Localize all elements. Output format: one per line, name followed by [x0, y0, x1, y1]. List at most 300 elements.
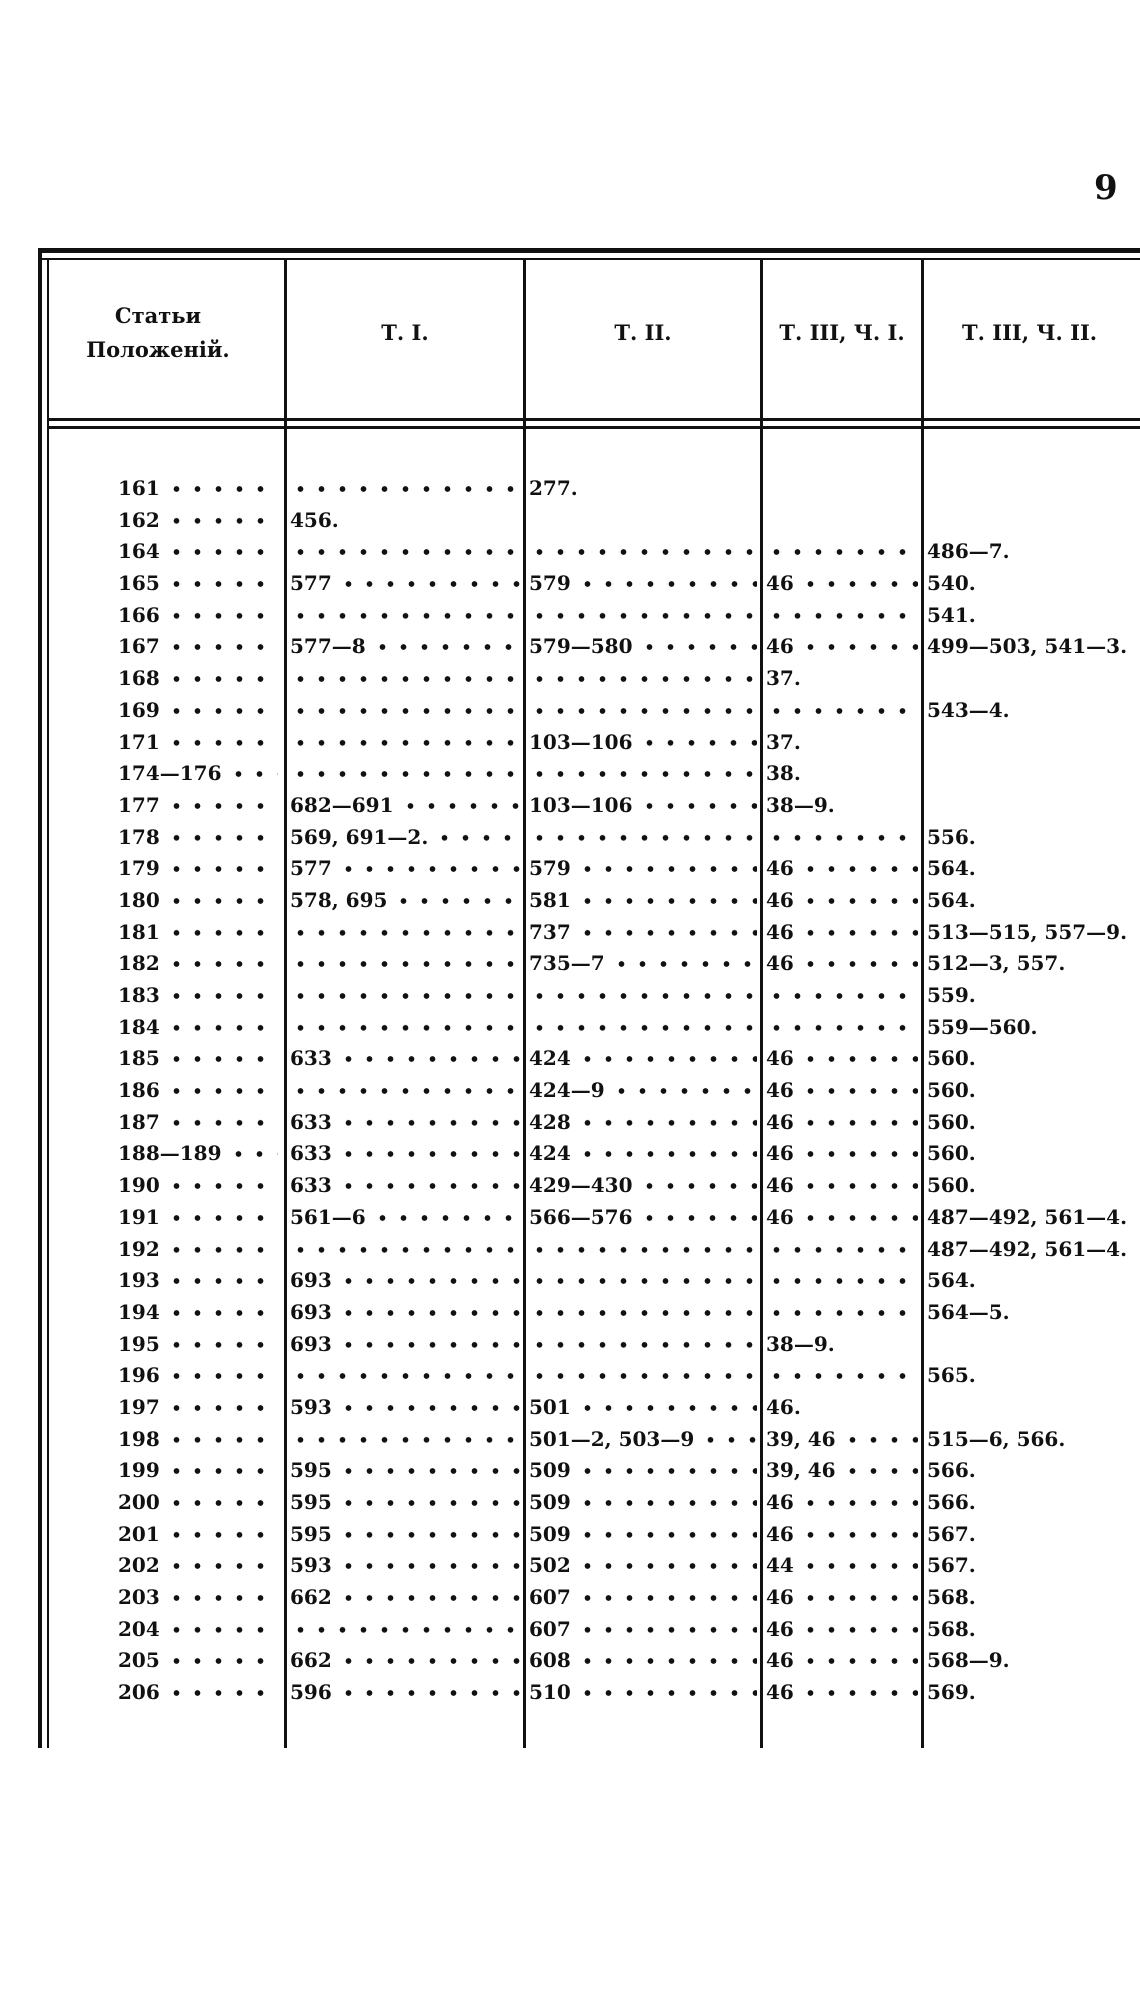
table-row	[38, 1075, 1140, 1107]
cell-article	[118, 631, 278, 663]
cell-vol-2	[529, 1043, 757, 1075]
cell-vol-2	[529, 1645, 757, 1677]
cell-vol-1	[290, 600, 520, 632]
cell-vol-3-part-2	[927, 1234, 1140, 1266]
cell-text: 559—560.	[927, 1014, 1038, 1039]
table-row	[38, 631, 1140, 663]
cell-vol-3-part-1	[766, 1519, 918, 1551]
cell-text: 737	[529, 919, 571, 944]
cell-text: 486—7.	[927, 539, 1010, 564]
dot-leader	[577, 885, 757, 917]
cell-text: 509	[529, 1458, 571, 1483]
cell-text: 46	[766, 1109, 794, 1134]
cell-vol-2	[529, 1170, 757, 1202]
dot-leader	[529, 695, 757, 727]
table-row	[38, 853, 1140, 885]
cell-text: 566.	[927, 1458, 976, 1483]
cell-text: 682—691	[290, 792, 394, 817]
cell-vol-1	[290, 1392, 520, 1424]
cell-article	[118, 536, 278, 568]
dot-leader	[166, 1043, 278, 1075]
cell-text: 46	[766, 1680, 794, 1705]
dot-leader	[800, 1582, 918, 1614]
cell-vol-2	[529, 1138, 757, 1170]
dot-leader	[577, 1550, 757, 1582]
dot-leader	[577, 1487, 757, 1519]
cell-vol-1	[290, 1170, 520, 1202]
cell-vol-3-part-2	[927, 505, 1140, 537]
concordance-table	[38, 248, 1140, 1748]
cell-text: 541.	[927, 602, 976, 627]
cell-vol-2	[529, 822, 757, 854]
dot-leader	[166, 1170, 278, 1202]
dot-leader	[290, 758, 520, 790]
dot-leader	[577, 853, 757, 885]
header-vol-1: Т. I.	[381, 320, 429, 345]
cell-text: 596	[290, 1680, 332, 1705]
cell-vol-3-part-1	[766, 980, 918, 1012]
cell-text: 46	[766, 1521, 794, 1546]
cell-text: 187	[118, 1109, 160, 1134]
cell-vol-2	[529, 473, 757, 505]
dot-leader	[166, 948, 278, 980]
cell-text: 608	[529, 1648, 571, 1673]
cell-vol-1	[290, 1043, 520, 1075]
table-row	[38, 1519, 1140, 1551]
cell-text: 564—5.	[927, 1299, 1010, 1324]
cell-vol-3-part-1	[766, 1645, 918, 1677]
cell-text: 579—580	[529, 634, 633, 659]
table-row	[38, 473, 1140, 505]
dot-leader	[577, 1392, 757, 1424]
cell-text: 502	[529, 1553, 571, 1578]
table-row	[38, 948, 1140, 980]
cell-text: 560.	[927, 1109, 976, 1134]
cell-article	[118, 1614, 278, 1646]
dot-leader	[166, 917, 278, 949]
cell-text: 633	[290, 1109, 332, 1134]
cell-text: 515—6, 566.	[927, 1426, 1066, 1451]
cell-article	[118, 473, 278, 505]
cell-text: 568.	[927, 1616, 976, 1641]
cell-vol-2	[529, 948, 757, 980]
cell-text: 197	[118, 1394, 160, 1419]
cell-vol-1	[290, 980, 520, 1012]
cell-text: 44	[766, 1553, 794, 1578]
cell-vol-2	[529, 1614, 757, 1646]
cell-text: 192	[118, 1236, 160, 1261]
cell-text: 568.	[927, 1585, 976, 1610]
cell-article	[118, 1645, 278, 1677]
cell-text: 196	[118, 1363, 160, 1388]
cell-text: 38—9.	[766, 792, 835, 817]
table-row	[38, 1455, 1140, 1487]
dot-leader	[800, 568, 918, 600]
table-row	[38, 1329, 1140, 1361]
cell-article	[118, 1487, 278, 1519]
cell-vol-2	[529, 917, 757, 949]
cell-vol-3-part-1	[766, 1170, 918, 1202]
cell-text: 46	[766, 1141, 794, 1166]
dot-leader	[338, 1582, 520, 1614]
cell-vol-3-part-2	[927, 1265, 1140, 1297]
cell-vol-3-part-2	[927, 885, 1140, 917]
dot-leader	[577, 1455, 757, 1487]
cell-article	[118, 1329, 278, 1361]
table-row	[38, 1582, 1140, 1614]
dot-leader	[166, 473, 278, 505]
cell-vol-3-part-1	[766, 758, 918, 790]
cell-vol-3-part-2	[927, 1297, 1140, 1329]
cell-vol-3-part-2	[927, 536, 1140, 568]
cell-vol-3-part-2	[927, 568, 1140, 600]
dot-leader	[290, 917, 520, 949]
dot-leader	[800, 948, 918, 980]
cell-vol-1	[290, 1138, 520, 1170]
header-articles: Статьи Положеній.	[86, 303, 230, 362]
cell-vol-2	[529, 1677, 757, 1709]
cell-text: 501—2, 503—9	[529, 1426, 695, 1451]
dot-leader	[639, 1170, 758, 1202]
dot-leader	[338, 853, 520, 885]
table-row	[38, 1614, 1140, 1646]
dot-leader	[800, 1138, 918, 1170]
cell-vol-2	[529, 885, 757, 917]
cell-text: 424	[529, 1141, 571, 1166]
cell-text: 205	[118, 1648, 160, 1673]
cell-vol-1	[290, 1487, 520, 1519]
table-row	[38, 1677, 1140, 1709]
cell-vol-3-part-1	[766, 1392, 918, 1424]
cell-text: 595	[290, 1521, 332, 1546]
dot-leader	[372, 631, 520, 663]
cell-text: 38.	[766, 761, 801, 786]
cell-vol-3-part-2	[927, 631, 1140, 663]
cell-vol-1	[290, 1329, 520, 1361]
dot-leader	[338, 1677, 520, 1709]
cell-article	[118, 1360, 278, 1392]
cell-text: 633	[290, 1173, 332, 1198]
dot-leader	[166, 1202, 278, 1234]
cell-text: 186	[118, 1078, 160, 1103]
dot-leader	[166, 1107, 278, 1139]
cell-text: 693	[290, 1268, 332, 1293]
dot-leader	[529, 758, 757, 790]
cell-text: 735—7	[529, 951, 605, 976]
table-row	[38, 1043, 1140, 1075]
dot-leader	[577, 1138, 757, 1170]
cell-vol-1	[290, 536, 520, 568]
table-row	[38, 1138, 1140, 1170]
dot-leader	[766, 1234, 918, 1266]
cell-vol-3-part-1	[766, 695, 918, 727]
cell-text: 561—6	[290, 1204, 366, 1229]
cell-text: 182	[118, 951, 160, 976]
table-row	[38, 568, 1140, 600]
cell-text: 46	[766, 1490, 794, 1514]
dot-leader	[166, 1265, 278, 1297]
cell-text: 577—8	[290, 634, 366, 659]
cell-text: 169	[118, 697, 160, 722]
cell-text: 46	[766, 1204, 794, 1229]
header-vol-2: Т. II.	[614, 320, 672, 345]
cell-vol-1	[290, 822, 520, 854]
dot-leader	[577, 1677, 757, 1709]
cell-vol-3-part-1	[766, 1202, 918, 1234]
cell-text: 509	[529, 1490, 571, 1514]
table-row	[38, 1550, 1140, 1582]
cell-text: 103—106	[529, 792, 633, 817]
cell-article	[118, 1455, 278, 1487]
dot-leader	[228, 1138, 279, 1170]
cell-text: 46	[766, 571, 794, 596]
dot-leader	[700, 1424, 757, 1456]
dot-leader	[766, 980, 918, 1012]
cell-text: 456.	[290, 507, 339, 532]
table-row	[38, 1487, 1140, 1519]
cell-vol-1	[290, 1424, 520, 1456]
dot-leader	[639, 1202, 758, 1234]
cell-text: 564.	[927, 887, 976, 912]
dot-leader	[290, 1234, 520, 1266]
cell-vol-3-part-1	[766, 536, 918, 568]
dot-leader	[800, 1519, 918, 1551]
dot-leader	[529, 822, 757, 854]
cell-article	[118, 1012, 278, 1044]
table-row	[38, 1645, 1140, 1677]
dot-leader	[434, 822, 520, 854]
cell-text: 564.	[927, 856, 976, 881]
table-row	[38, 758, 1140, 790]
dot-leader	[577, 1614, 757, 1646]
cell-vol-3-part-2	[927, 600, 1140, 632]
dot-leader	[766, 600, 918, 632]
cell-vol-1	[290, 1582, 520, 1614]
cell-vol-3-part-2	[927, 727, 1140, 759]
cell-text: 38—9.	[766, 1331, 835, 1356]
cell-text: 487—492, 561—4.	[927, 1236, 1128, 1261]
cell-vol-1	[290, 1519, 520, 1551]
dot-leader	[800, 631, 918, 663]
cell-vol-3-part-1	[766, 1012, 918, 1044]
cell-vol-3-part-2	[927, 663, 1140, 695]
cell-text: 569, 691—2.	[290, 824, 429, 849]
dot-leader	[577, 1582, 757, 1614]
dot-leader	[290, 1360, 520, 1392]
cell-text: 46	[766, 1648, 794, 1673]
dot-leader	[166, 727, 278, 759]
cell-article	[118, 790, 278, 822]
dot-leader	[338, 1138, 520, 1170]
cell-text: 202	[118, 1553, 160, 1578]
dot-leader	[800, 1043, 918, 1075]
cell-text: 662	[290, 1585, 332, 1610]
cell-vol-2	[529, 1234, 757, 1266]
cell-vol-3-part-1	[766, 1075, 918, 1107]
cell-article	[118, 1138, 278, 1170]
cell-article	[118, 1107, 278, 1139]
cell-text: 633	[290, 1046, 332, 1071]
dot-leader	[800, 1550, 918, 1582]
dot-leader	[290, 1614, 520, 1646]
dot-leader	[166, 568, 278, 600]
cell-vol-2	[529, 663, 757, 695]
cell-text: 578, 695	[290, 887, 388, 912]
dot-leader	[639, 727, 758, 759]
cell-vol-2	[529, 1107, 757, 1139]
dot-leader	[166, 1360, 278, 1392]
table-row	[38, 536, 1140, 568]
dot-leader	[166, 1582, 278, 1614]
cell-text: 194	[118, 1299, 160, 1324]
dot-leader	[766, 536, 918, 568]
cell-text: 569.	[927, 1680, 976, 1705]
dot-leader	[228, 758, 279, 790]
dot-leader	[338, 1392, 520, 1424]
cell-article	[118, 663, 278, 695]
dot-leader	[529, 663, 757, 695]
cell-text: 204	[118, 1616, 160, 1641]
cell-vol-2	[529, 758, 757, 790]
cell-text: 487—492, 561—4.	[927, 1204, 1128, 1229]
dot-leader	[800, 1202, 918, 1234]
cell-article	[118, 727, 278, 759]
dot-leader	[166, 1487, 278, 1519]
cell-vol-2	[529, 853, 757, 885]
dot-leader	[766, 1012, 918, 1044]
dot-leader	[290, 695, 520, 727]
cell-vol-2	[529, 1360, 757, 1392]
cell-text: 203	[118, 1585, 160, 1610]
cell-vol-3-part-1	[766, 1550, 918, 1582]
cell-vol-3-part-2	[927, 1138, 1140, 1170]
dot-leader	[290, 980, 520, 1012]
cell-text: 566—576	[529, 1204, 633, 1229]
cell-vol-3-part-2	[927, 1677, 1140, 1709]
cell-text: 46.	[766, 1394, 801, 1419]
cell-vol-3-part-1	[766, 1138, 918, 1170]
cell-vol-2	[529, 1297, 757, 1329]
table-row	[38, 1107, 1140, 1139]
dot-leader	[529, 600, 757, 632]
cell-vol-3-part-2	[927, 473, 1140, 505]
cell-text: 607	[529, 1616, 571, 1641]
dot-leader	[166, 505, 278, 537]
cell-text: 581	[529, 887, 571, 912]
cell-vol-2	[529, 980, 757, 1012]
cell-text: 595	[290, 1458, 332, 1483]
cell-text: 184	[118, 1014, 160, 1039]
cell-vol-1	[290, 727, 520, 759]
dot-leader	[800, 1677, 918, 1709]
dot-leader	[400, 790, 521, 822]
dot-leader	[166, 790, 278, 822]
cell-article	[118, 1202, 278, 1234]
dot-leader	[290, 536, 520, 568]
cell-vol-3-part-2	[927, 1360, 1140, 1392]
cell-text: 46	[766, 1616, 794, 1641]
cell-text: 46	[766, 1078, 794, 1103]
cell-vol-1	[290, 695, 520, 727]
cell-text: 510	[529, 1680, 571, 1705]
cell-text: 568—9.	[927, 1648, 1010, 1673]
cell-vol-2	[529, 536, 757, 568]
cell-text: 103—106	[529, 729, 633, 754]
cell-text: 513—515, 557—9.	[927, 919, 1128, 944]
header-rule-2	[47, 426, 1140, 429]
cell-text: 39, 46	[766, 1426, 836, 1451]
cell-vol-3-part-2	[927, 917, 1140, 949]
cell-article	[118, 1265, 278, 1297]
cell-text: 191	[118, 1204, 160, 1229]
cell-article	[118, 695, 278, 727]
table-row	[38, 1170, 1140, 1202]
cell-text: 167	[118, 634, 160, 659]
cell-text: 46	[766, 1173, 794, 1198]
dot-leader	[166, 600, 278, 632]
dot-leader	[529, 1012, 757, 1044]
dot-leader	[577, 1519, 757, 1551]
cell-vol-3-part-1	[766, 1487, 918, 1519]
dot-leader	[290, 1075, 520, 1107]
cell-vol-3-part-2	[927, 1170, 1140, 1202]
cell-vol-1	[290, 1645, 520, 1677]
dot-leader	[577, 1043, 757, 1075]
cell-vol-1	[290, 885, 520, 917]
cell-article	[118, 1550, 278, 1582]
cell-text: 556.	[927, 824, 976, 849]
cell-vol-3-part-1	[766, 631, 918, 663]
dot-leader	[800, 885, 918, 917]
dot-leader	[166, 1012, 278, 1044]
cell-vol-3-part-1	[766, 1360, 918, 1392]
page-marker: 9	[1094, 168, 1118, 208]
dot-leader	[611, 948, 757, 980]
cell-vol-3-part-2	[927, 1614, 1140, 1646]
cell-text: 168	[118, 666, 160, 691]
cell-text: 166	[118, 602, 160, 627]
cell-text: 509	[529, 1521, 571, 1546]
cell-vol-3-part-1	[766, 1614, 918, 1646]
dot-leader	[338, 1455, 520, 1487]
cell-text: 181	[118, 919, 160, 944]
dot-leader	[611, 1075, 757, 1107]
dot-leader	[166, 1645, 278, 1677]
dot-leader	[800, 1170, 918, 1202]
cell-text: 46	[766, 634, 794, 659]
dot-leader	[338, 1329, 520, 1361]
table-row	[38, 1202, 1140, 1234]
cell-text: 560.	[927, 1046, 976, 1071]
dot-leader	[800, 1487, 918, 1519]
cell-vol-3-part-2	[927, 790, 1140, 822]
cell-vol-3-part-1	[766, 1424, 918, 1456]
dot-leader	[290, 948, 520, 980]
dot-leader	[338, 1645, 520, 1677]
cell-text: 201	[118, 1521, 160, 1546]
cell-article	[118, 822, 278, 854]
dot-leader	[766, 1360, 918, 1392]
table-row	[38, 1424, 1140, 1456]
cell-text: 579	[529, 856, 571, 881]
cell-vol-3-part-2	[927, 948, 1140, 980]
cell-vol-2	[529, 1392, 757, 1424]
cell-text: 174—176	[118, 761, 222, 786]
cell-vol-3-part-2	[927, 1392, 1140, 1424]
cell-vol-1	[290, 1297, 520, 1329]
dot-leader	[842, 1424, 918, 1456]
cell-text: 595	[290, 1490, 332, 1514]
